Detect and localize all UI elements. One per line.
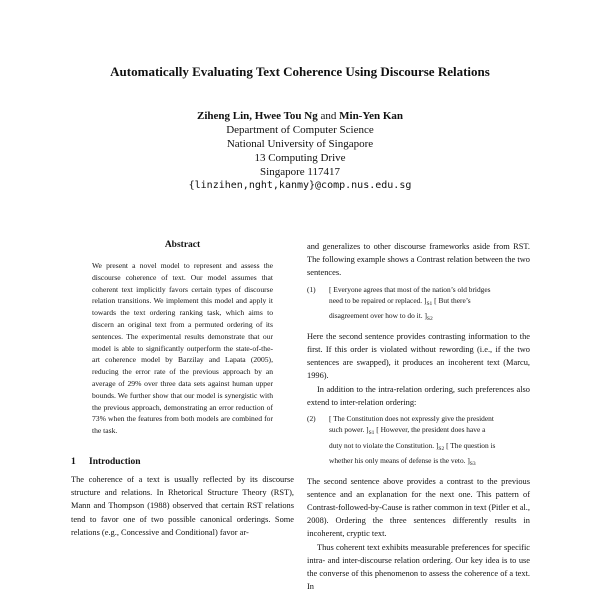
author-university: National University of Singapore xyxy=(226,138,374,150)
author-and: and xyxy=(320,110,337,122)
right-paragraph-4: The second sentence above provides a contrast to the previous sentence and an explanation for the next one. This pattern of Contrast-followed-by-Cause is rather common in text (Pitler et al., 2008). Ordering the three sentences differently results in incoherent, cryptic text. xyxy=(307,476,530,539)
author-department: Department of Computer Science xyxy=(226,124,374,136)
example-2-span-b: [ However, the president does have a duty not to violate the Constitution. ] xyxy=(329,425,486,450)
right-paragraph-2: Here the second sentence provides contrasting information to the first. If this order is violated without rewording (i.e., if the two sentences are swapped), it produces an incoherent text (Marcu, 1996). xyxy=(307,331,530,381)
example-1-sub-1: S1 xyxy=(426,301,433,308)
right-paragraph-5: Thus coherent text exhibits measurable preferences for specific intra- and inter-discourse relation ordering. Our key idea is to use the converse of this phenomenon to assess the coherence of a text. In xyxy=(307,542,530,592)
right-paragraph-3: In addition to the intra-relation ordering, such preferences also extend to inter-relation ordering: xyxy=(307,384,530,407)
example-1-number: (1) xyxy=(307,284,316,294)
right-paragraph-1: and generalizes to other discourse frameworks aside from RST. The following example shows a Contrast relation between the two sentences. xyxy=(307,242,530,278)
author-block xyxy=(0,109,600,193)
paper-title: Automatically Evaluating Text Coherence Using Discourse Relations xyxy=(110,64,490,79)
author-names-last: Min-Yen Kan xyxy=(339,110,403,122)
example-2 xyxy=(307,413,530,471)
intro-section-number: 1 xyxy=(71,456,76,467)
example-2-sub-1: S1 xyxy=(368,430,375,437)
example-1 xyxy=(307,284,530,326)
author-email: {linzihen,nght,kanmy}@comp.nus.edu.sg xyxy=(188,180,412,191)
intro-heading xyxy=(71,457,294,467)
abstract-text: We present a novel model to represent and assess the discourse coherence of text. Our model assumes that coherent text implicitly favors certain types of discourse relation transitions. We implement this model and apply it towards the text ordering ranking task, which aims to discern an original text from a permuted ordering of its sentences. The experimental results demonstrate that our model is able to significantly outperform the state-of-the-art coherence model by Barzilay and Lapata (2005), reducing the error rate of the previous approach by an average of 29% over three data sets against human upper bounds. We further show that our model is synergistic with the previous approach, demonstrating an error reduction of 73% when the features from both models are combined for the task. xyxy=(92,261,273,436)
right-column xyxy=(307,240,530,594)
author-address: 13 Computing Drive xyxy=(254,152,346,164)
example-1-span-b: [ But there’s disagreement over how to do it. ] xyxy=(329,296,471,321)
example-1-body xyxy=(329,284,499,326)
author-names xyxy=(0,109,600,123)
example-2-span-c: [ The question is whether his only means of defense is the veto. ] xyxy=(329,440,496,466)
example-2-sub-3: S3 xyxy=(469,461,476,468)
intro-section-title: Introduction xyxy=(89,456,141,467)
example-2-span-a: [ The Constitution does not expressly give the president such power. ] xyxy=(329,414,494,435)
example-1-sub-2: S2 xyxy=(426,316,433,323)
example-1-span-a: [ Everyone agrees that most of the nation’s old bridges need to be repaired or replaced. ] xyxy=(329,284,491,306)
example-2-sub-2: S2 xyxy=(438,445,445,452)
abstract-heading: Abstract xyxy=(164,240,201,250)
author-city: Singapore 117417 xyxy=(260,166,340,178)
left-column xyxy=(71,240,294,539)
intro-text: The coherence of a text is usually reflected by its discourse structure and relations. In Rhetorical Structure Theory (RST), Mann and Thompson (1988) observed that certain RST relations tend to favor one of two possible canonical orderings. Some relations (e.g., Concessive and Conditional) favor ar- xyxy=(71,474,294,537)
author-names-first: Ziheng Lin, Hwee Tou Ng xyxy=(197,110,318,122)
example-2-body xyxy=(329,413,499,471)
example-2-number: (2) xyxy=(307,414,316,424)
